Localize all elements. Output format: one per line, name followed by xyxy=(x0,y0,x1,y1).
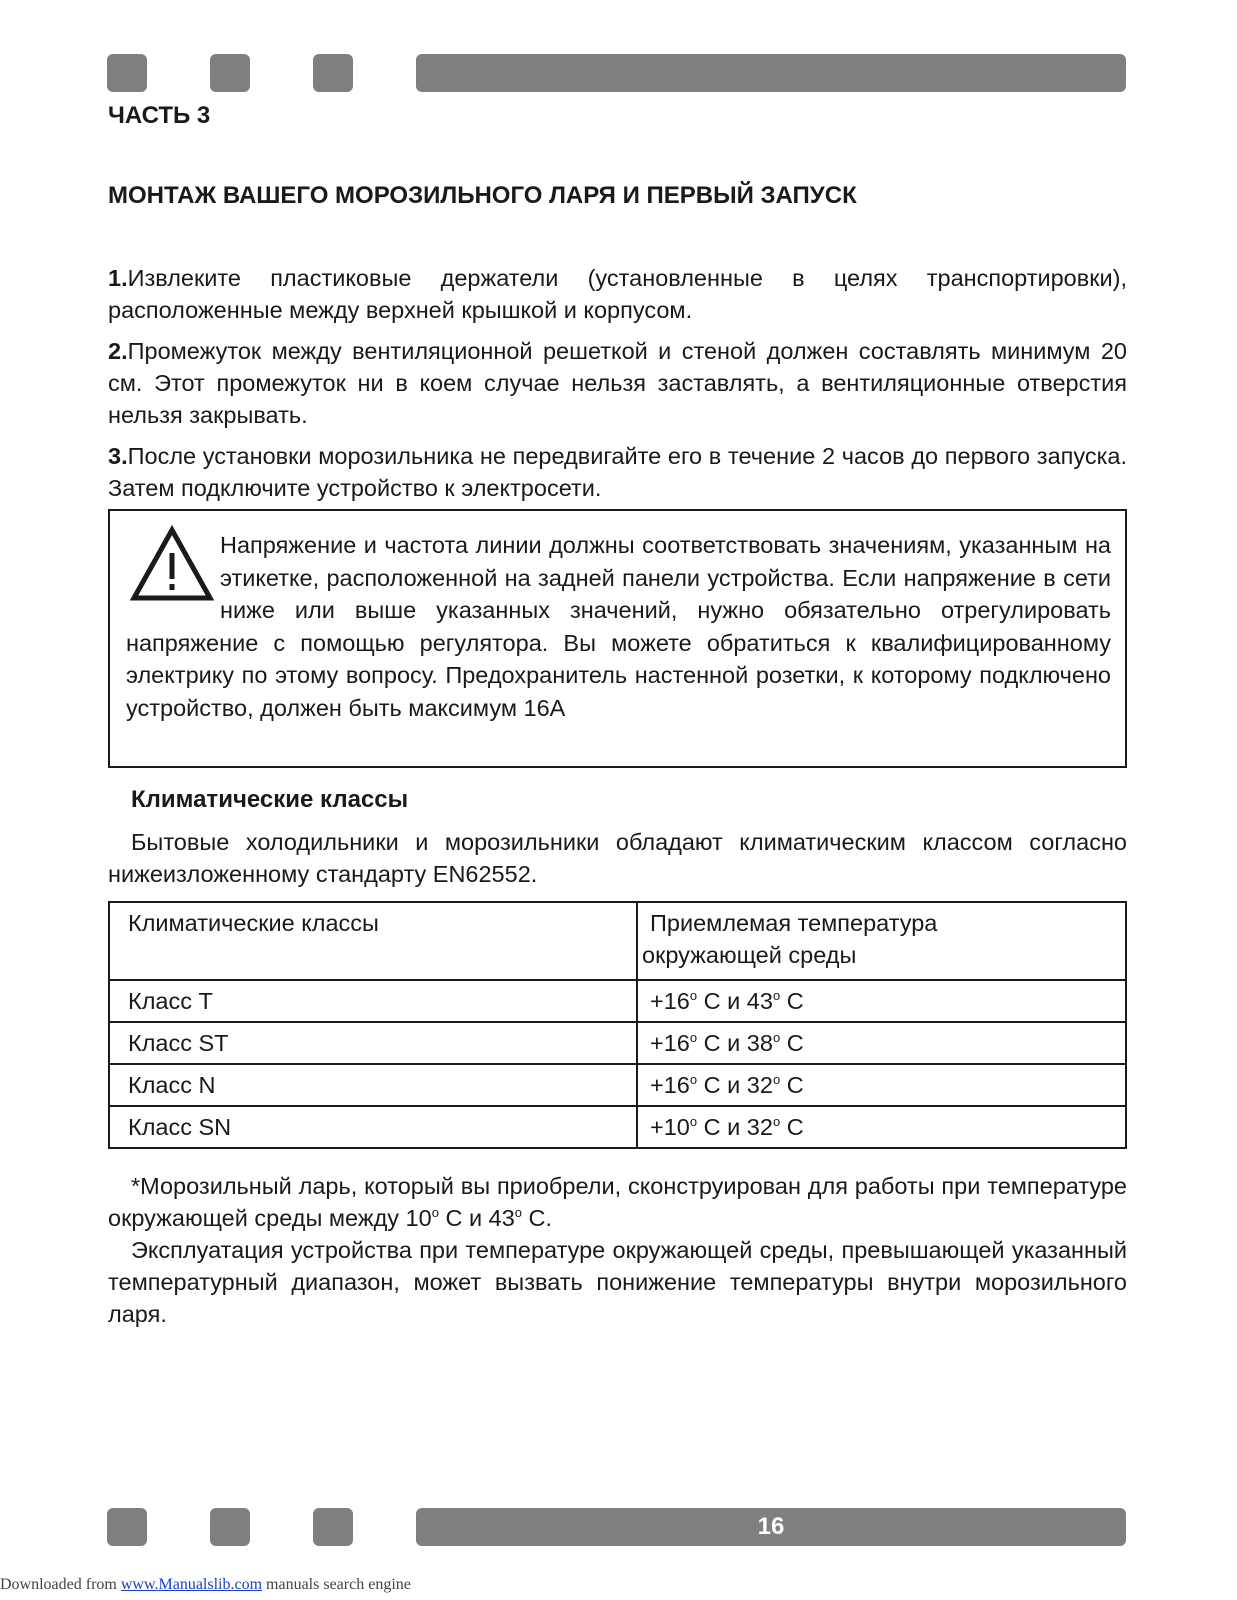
table-row xyxy=(109,1022,1126,1064)
step-paragraph xyxy=(108,440,1127,504)
page-number: 16 xyxy=(416,1508,1126,1546)
step-paragraph xyxy=(108,335,1127,431)
temperature-cell: $+16^o$ C и 43$^o$ C xyxy=(637,980,1126,1022)
step-text: После установки морозильника не передвигайте его в течение 2 часов до первого запуска. Затем подключите устройство к электросети. xyxy=(108,443,1127,501)
climate-table xyxy=(108,901,1127,1149)
class-cell: Класс SN xyxy=(109,1106,637,1148)
header-decor-square xyxy=(210,54,250,92)
header-decor-square xyxy=(313,54,353,92)
part-label: ЧАСТЬ 3 xyxy=(108,102,211,129)
class-cell: Класс T xyxy=(109,980,637,1022)
class-cell: Класс N xyxy=(109,1064,637,1106)
note-paragraph: Эксплуатация устройства при температуре окружающей среды, превышающей указанный температурный диапазон, может вызвать понижение температуры внутри морозильного ларя. xyxy=(108,1237,1127,1327)
step-text: Извлеките пластиковые держатели (установленные в целях транспортировки), расположенные между верхней крышкой и корпусом. xyxy=(108,265,1127,323)
footer-decor-square xyxy=(107,1508,147,1546)
step-number: 2. xyxy=(108,338,128,364)
warning-text: Напряжение и частота линии должны соответствовать значениям, указанным на этикетке, расположенной на задней панели устройства. Если напряжение в сети ниже или выше указанных значений, нужно обязательно отрегулировать напряжение с помощью регулятора. Вы можете обратиться к квалифицированному электрику по этому вопросу. Предохранитель настенной розетки, к которому подключено устройство, должен быть максимум 16А xyxy=(126,532,1111,721)
step-number: 1. xyxy=(108,265,128,291)
step-text: Промежуток между вентиляционной решеткой и стеной должен составлять минимум 20 см. Этот промежуток ни в коем случае нельзя заставлять, а вентиляционные отверстия нельзя закрывать. xyxy=(108,338,1127,428)
footer-decor-square xyxy=(210,1508,250,1546)
temperature-cell: $+16^o$ C и 38$^o$ C xyxy=(637,1022,1126,1064)
step-number: 3. xyxy=(108,443,128,469)
table-header-cell: Климатические классы xyxy=(109,902,637,980)
table-header-row xyxy=(109,902,1126,980)
temperature-cell: $+16^o$ C и 32$^o$ C xyxy=(637,1064,1126,1106)
manualslib-link[interactable]: www.Manualslib.com xyxy=(120,1576,263,1593)
download-attribution: Downloaded from www.Manualslib.com manuals search engine xyxy=(0,1576,411,1593)
temperature-cell: $+10^o$ C и 32$^o$ C xyxy=(637,1106,1126,1148)
climate-intro: Бытовые холодильники и морозильники обладают климатическим классом согласно нижеизложенному стандарту EN62552. xyxy=(108,829,1127,887)
warning-box xyxy=(108,509,1127,768)
footer-decor-square xyxy=(313,1508,353,1546)
table-row xyxy=(109,980,1126,1022)
header-decor-square xyxy=(107,54,147,92)
table-header-cell: Приемлемая температура окружающей среды xyxy=(637,902,1126,980)
table-row xyxy=(109,1106,1126,1148)
header-decor-bar xyxy=(416,54,1126,92)
section-title: МОНТАЖ ВАШЕГО МОРОЗИЛЬНОГО ЛАРЯ И ПЕРВЫЙ ЗАПУСК xyxy=(108,182,857,209)
class-cell: Класс ST xyxy=(109,1022,637,1064)
step-paragraph xyxy=(108,262,1127,326)
note-paragraph: *Морозильный ларь, который вы приобрели, сконструирован для работы при температуре окружающей среды между 10$^o$ C и 43$^o$ C. xyxy=(108,1173,1127,1231)
table-row xyxy=(109,1064,1126,1106)
climate-heading: Климатические классы xyxy=(131,786,409,813)
